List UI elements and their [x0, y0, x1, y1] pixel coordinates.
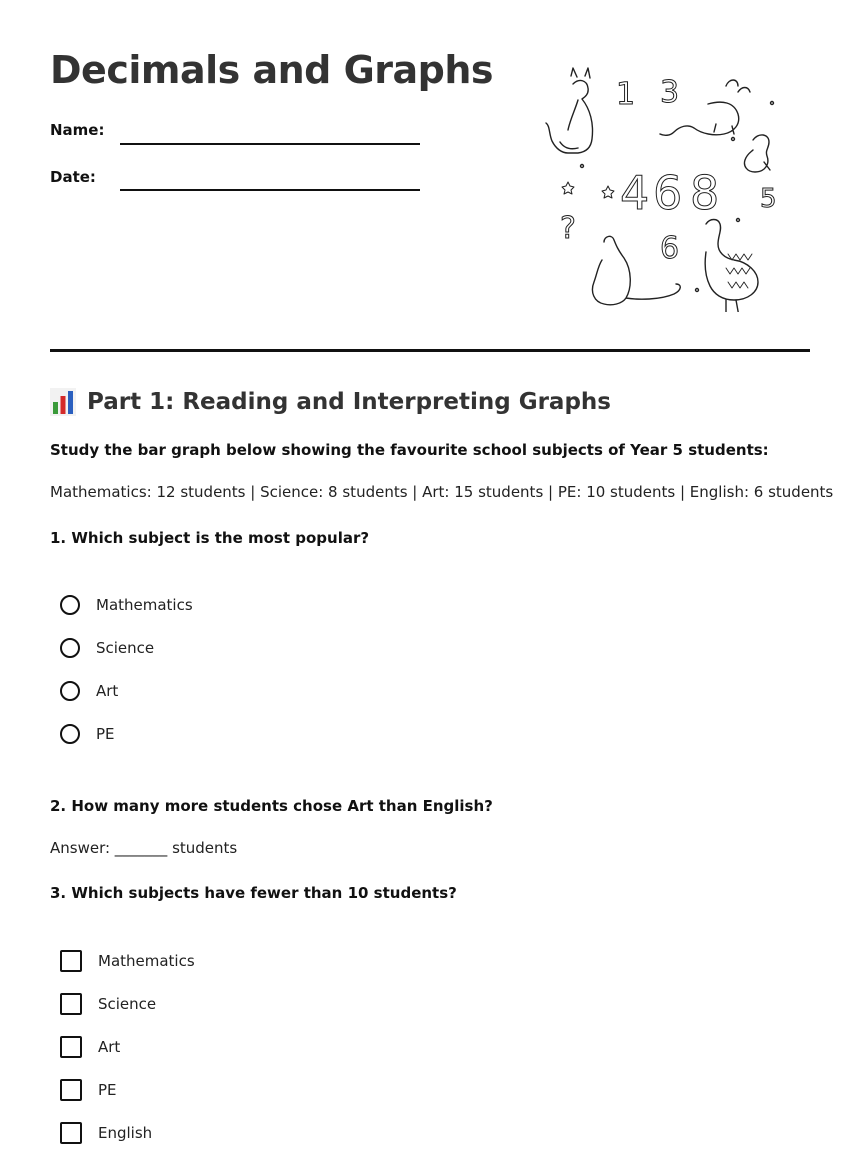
star-icon [602, 186, 614, 198]
graph-data-text: Mathematics: 12 students | Science: 8 students | Art: 15 students | PE: 10 students | English: 6 students [50, 483, 834, 501]
q3-option-english[interactable] [60, 1120, 152, 1146]
digit-three: 3 [660, 75, 680, 110]
australian-animals-numbers-clipart [538, 62, 788, 312]
q1-option-mathematics[interactable] [60, 592, 193, 618]
worksheet-title: Decimals and Graphs [50, 48, 494, 92]
star-icon [562, 182, 574, 194]
digit-six: 6 [653, 166, 683, 220]
q1-option-pe[interactable] [60, 721, 115, 747]
option-label: Art [98, 1038, 121, 1056]
q3-option-science[interactable] [60, 991, 156, 1017]
option-label: PE [96, 725, 115, 743]
option-label: Science [96, 639, 155, 657]
header-divider [50, 349, 810, 352]
radio-button[interactable] [60, 681, 80, 701]
date-field[interactable] [120, 189, 420, 191]
kangaroo-top-icon [546, 68, 593, 153]
emu-icon [705, 220, 758, 313]
checkbox[interactable] [60, 1079, 82, 1101]
date-label: Date: [50, 168, 96, 186]
q1-option-science[interactable] [60, 635, 154, 661]
radio-button[interactable] [60, 595, 80, 615]
digit-eight: 8 [690, 166, 720, 220]
question-3-prompt: 3. Which subjects have fewer than 10 students? [50, 884, 457, 902]
radio-button[interactable] [60, 724, 80, 744]
checkbox[interactable] [60, 1036, 82, 1058]
part1-title: Part 1: Reading and Interpreting Graphs [87, 389, 611, 415]
option-label: Art [96, 682, 119, 700]
q3-option-mathematics[interactable] [60, 948, 195, 974]
bird-icon [744, 135, 770, 172]
checkbox[interactable] [60, 993, 82, 1015]
option-label: Mathematics [96, 596, 193, 614]
digit-five: 5 [760, 184, 777, 214]
name-label: Name: [50, 121, 105, 139]
question-2-prompt: 2. How many more students chose Art than English? [50, 797, 493, 815]
bar-chart-icon [50, 388, 76, 416]
checkbox[interactable] [60, 1122, 82, 1144]
option-label: Science [98, 995, 157, 1013]
option-label: Mathematics [98, 952, 195, 970]
digit-one: 1 [616, 77, 636, 112]
instruction-text: Study the bar graph below showing the favourite school subjects of Year 5 students: [50, 441, 769, 459]
question-mark: ? [560, 211, 576, 246]
digit-six-small: 6 [660, 231, 680, 266]
part1-heading [50, 388, 611, 416]
option-label: PE [98, 1081, 117, 1099]
question-1-prompt: 1. Which subject is the most popular? [50, 529, 370, 547]
question-2-answer[interactable]: Answer: _______ students [50, 839, 238, 857]
option-label: English [98, 1124, 153, 1142]
checkbox[interactable] [60, 950, 82, 972]
digit-four: 4 [620, 166, 650, 220]
q1-option-art[interactable] [60, 678, 118, 704]
q3-option-pe[interactable] [60, 1077, 117, 1103]
name-field[interactable] [120, 143, 420, 145]
q3-option-art[interactable] [60, 1034, 120, 1060]
radio-button[interactable] [60, 638, 80, 658]
